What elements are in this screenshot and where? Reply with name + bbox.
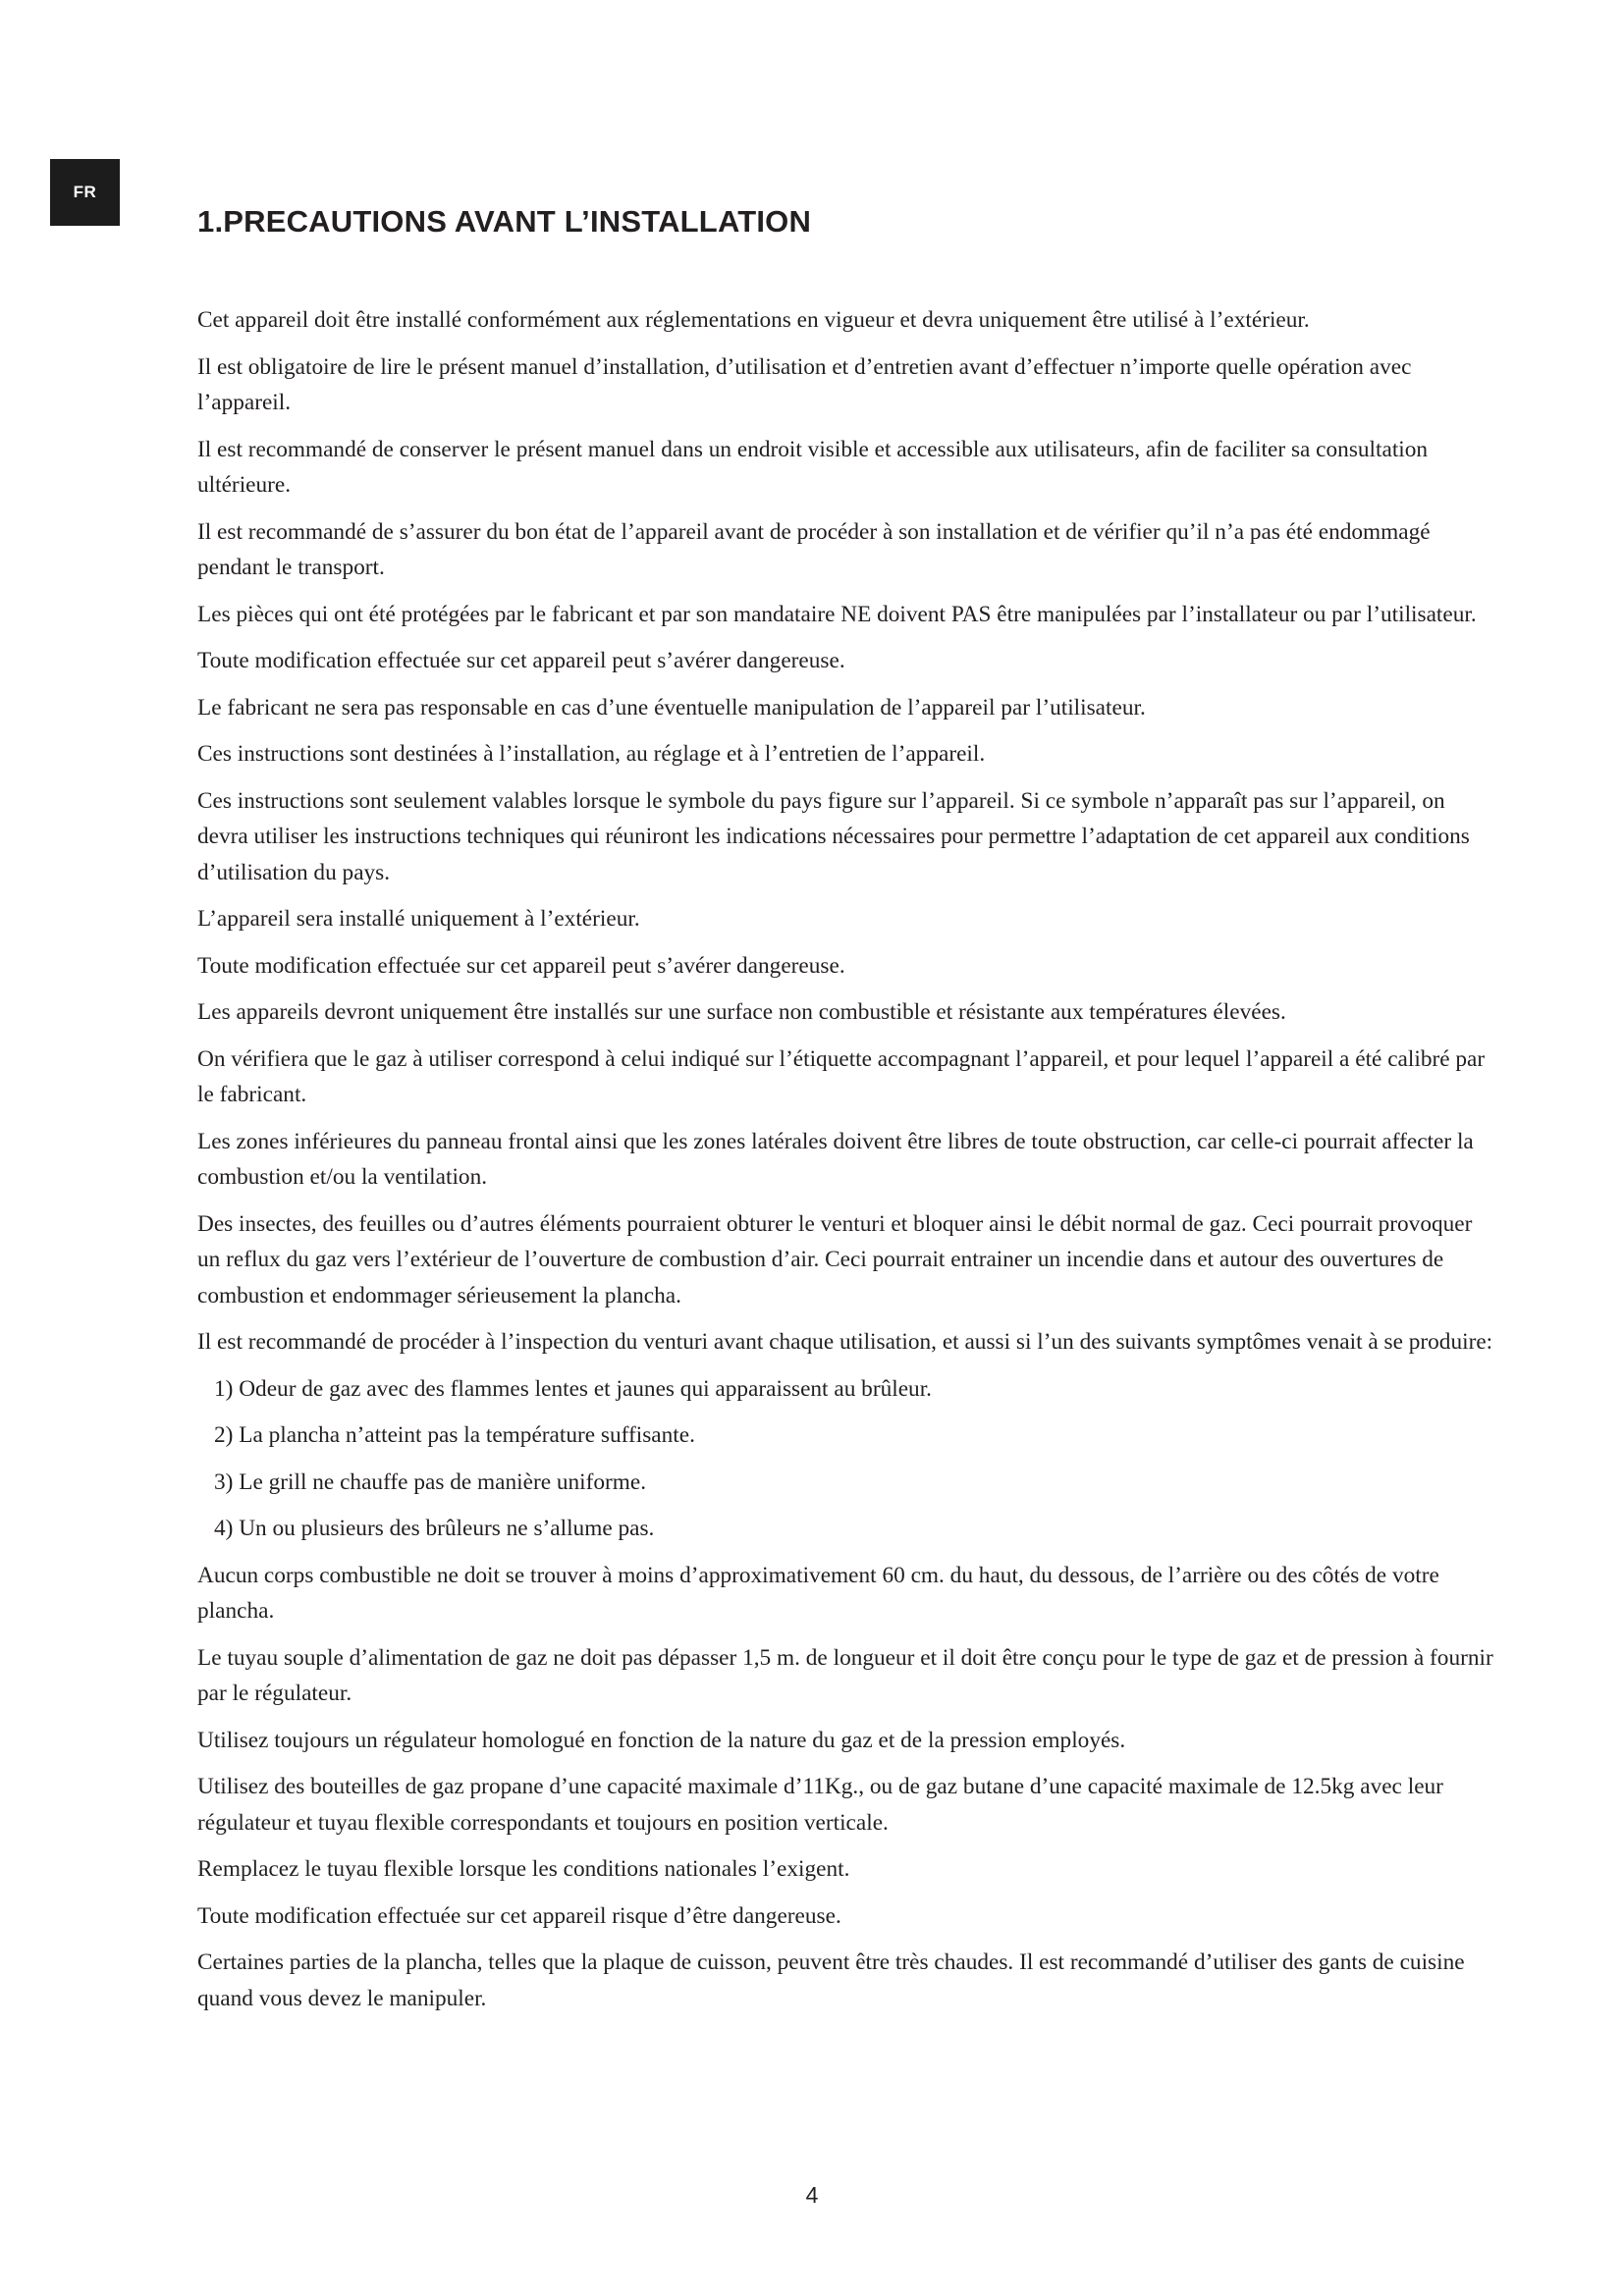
symptom-list-item: 4) Un ou plusieurs des brûleurs ne s’allume pas.	[214, 1516, 655, 1541]
paragraph: Le fabricant ne sera pas responsable en cas d’une éventuelle manipulation de l’appareil par l’utilisateur.	[197, 694, 1146, 721]
symptom-list-item: 1) Odeur de gaz avec des flammes lentes et jaunes qui apparaissent au brûleur.	[214, 1375, 932, 1402]
paragraph: Utilisez toujours un régulateur homologué en fonction de la nature du gaz et de la pression employés.	[197, 1727, 1126, 1753]
paragraph: Les zones inférieures du panneau frontal ainsi que les zones latérales doivent être libres de toute obstruction, car celle-ci pourrait affecter la combustion et/ou la ventilation.	[197, 1128, 1474, 1190]
symptom-list-item: 2) La plancha n’atteint pas la température suffisante.	[214, 1422, 695, 1448]
paragraph: Certaines parties de la plancha, telles que la plaque de cuisson, peuvent être très chaudes. Il est recommandé d’utiliser des gants de cuisine quand vous devez le manipuler.	[197, 1949, 1465, 2011]
paragraph: Les pièces qui ont été protégées par le fabricant et par son mandataire NE doivent PAS être manipulées par l’installateur ou par l’utilisateur.	[197, 601, 1477, 627]
paragraph: Toute modification effectuée sur cet appareil peut s’avérer dangereuse.	[197, 952, 845, 979]
paragraph: Des insectes, des feuilles ou d’autres éléments pourraient obturer le venturi et bloquer ainsi le débit normal de gaz. Ceci pourrait provoquer un reflux du gaz vers l’extérieur de l’ouverture de combustion d’air. Ceci pourrait entrainer un incendie dans et autour des ouvertures de combustion et endommager sérieusement la plancha.	[197, 1210, 1473, 1308]
paragraph: Ces instructions sont seulement valables lorsque le symbole du pays figure sur l’appareil. Si ce symbole n’apparaît pas sur l’appareil, on devra utiliser les instructions techniques qui réuniront les indications nécessaires pour permettre l’adaptation de cet appareil aux conditions d’utilisation du pays.	[197, 787, 1470, 885]
language-tab: FR	[50, 159, 120, 226]
paragraph: Ces instructions sont destinées à l’installation, au réglage et à l’entretien de l’appareil.	[197, 741, 986, 767]
paragraph: On vérifiera que le gaz à utiliser correspond à celui indiqué sur l’étiquette accompagnant l’appareil, et pour lequel l’appareil a été calibré par le fabricant.	[197, 1045, 1486, 1107]
paragraph: Cet appareil doit être installé conformément aux réglementations en vigueur et devra uniquement être utilisé à l’extérieur.	[197, 307, 1310, 333]
paragraph: Utilisez des bouteilles de gaz propane d’une capacité maximale d’11Kg., ou de gaz butane d’une capacité maximale de 12.5kg avec leur régulateur et tuyau flexible correspondants et toujours en position verticale.	[197, 1774, 1443, 1836]
paragraph: Remplacez le tuyau flexible lorsque les conditions nationales l’exigent.	[197, 1856, 850, 1882]
paragraph: Il est obligatoire de lire le présent manuel d’installation, d’utilisation et d’entretien avant d’effectuer n’importe quelle opération avec l’appareil.	[197, 353, 1412, 415]
paragraph: Le tuyau souple d’alimentation de gaz ne doit pas dépasser 1,5 m. de longueur et il doit être conçu pour le type de gaz et de pression à fournir par le régulateur.	[197, 1644, 1493, 1706]
section-title: 1.PRECAUTIONS AVANT L’INSTALLATION	[197, 204, 812, 239]
paragraph: Toute modification effectuée sur cet appareil risque d’être dangereuse.	[197, 1902, 841, 1929]
document-body	[197, 302, 1493, 2027]
paragraph: Il est recommandé de conserver le présent manuel dans un endroit visible et accessible aux utilisateurs, afin de faciliter sa consultation ultérieure.	[197, 436, 1429, 498]
symptom-list-item: 3) Le grill ne chauffe pas de manière uniforme.	[214, 1468, 647, 1495]
paragraph: Toute modification effectuée sur cet appareil peut s’avérer dangereuse.	[197, 648, 845, 673]
paragraph: Aucun corps combustible ne doit se trouver à moins d’approximativement 60 cm. du haut, du dessous, de l’arrière ou des côtés de votre plancha.	[197, 1562, 1439, 1624]
page-number: 4	[805, 2182, 819, 2208]
paragraph: Les appareils devront uniquement être installés sur une surface non combustible et résistante aux températures élevées.	[197, 999, 1286, 1025]
paragraph: Il est recommandé de procéder à l’inspection du venturi avant chaque utilisation, et aussi si l’un des suivants symptômes venait à se produire:	[197, 1329, 1493, 1355]
paragraph: L’appareil sera installé uniquement à l’extérieur.	[197, 906, 640, 932]
paragraph: Il est recommandé de s’assurer du bon état de l’appareil avant de procéder à son installation et de vérifier qu’il n’a pas été endommagé pendant le transport.	[197, 518, 1431, 580]
